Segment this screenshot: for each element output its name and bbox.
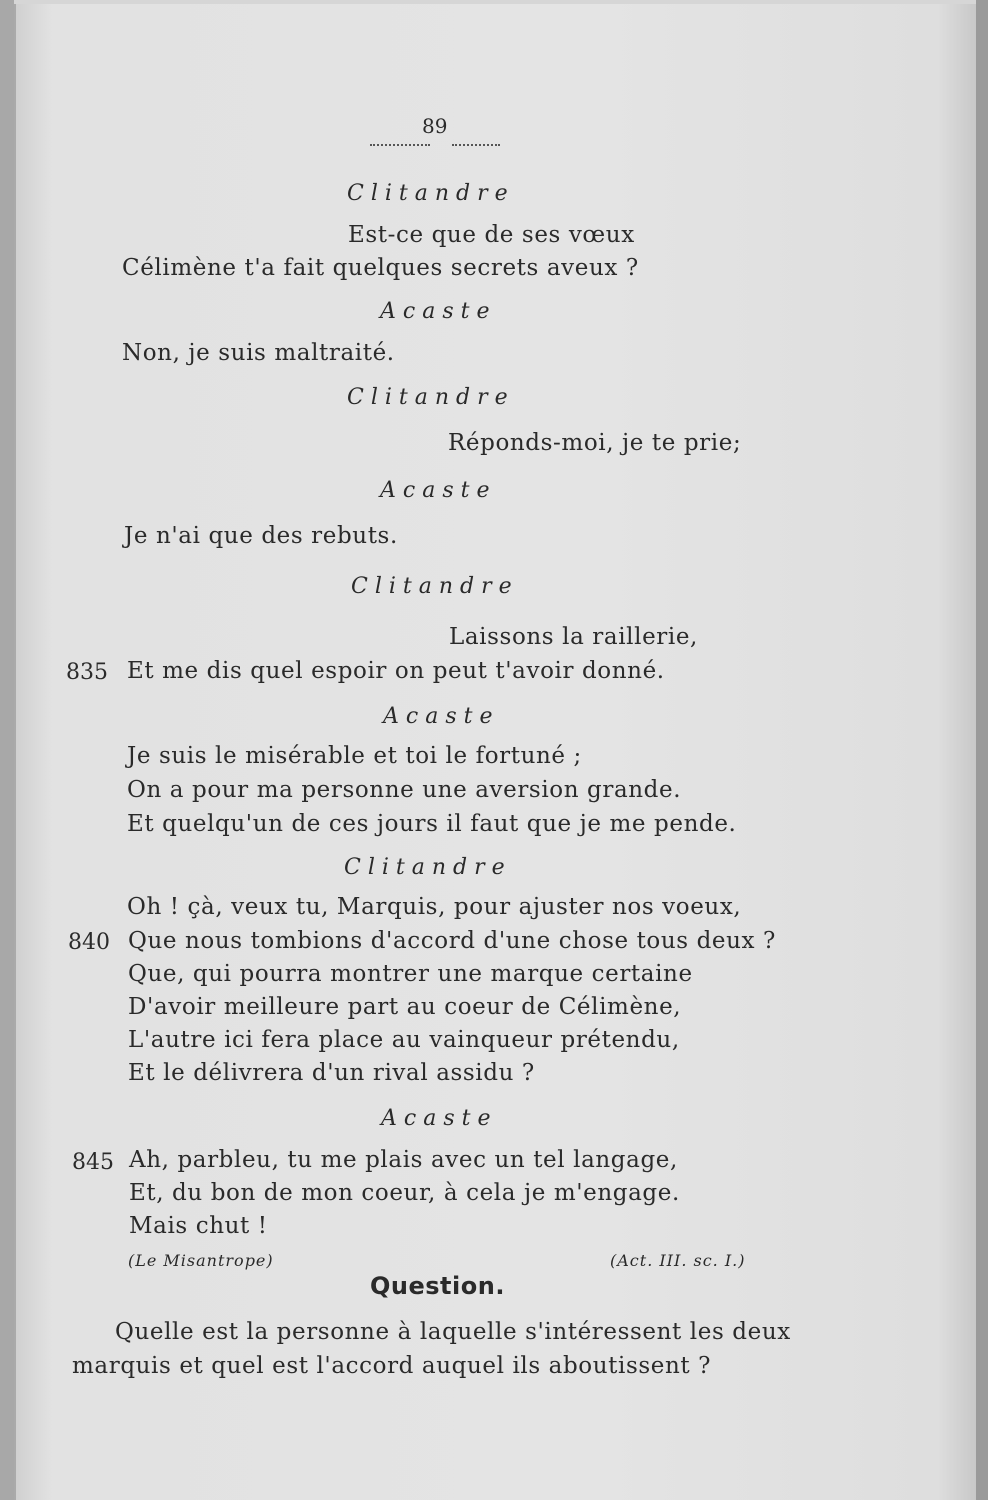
page-number-rule-right: [452, 144, 500, 146]
speaker-name: Acaste: [380, 299, 497, 324]
page-number: 89: [422, 114, 448, 138]
speaker-name: Clitandre: [347, 181, 515, 206]
question-text-line: marquis et quel est l'accord auquel ils aboutissent ?: [72, 1353, 712, 1379]
verse-line: Est-ce que de ses vœux: [348, 222, 635, 248]
line-number: 835: [66, 660, 108, 685]
citation-work: (Le Misantrope): [128, 1251, 274, 1270]
verse-line: Ah, parbleu, tu me plais avec un tel langage,: [129, 1147, 678, 1173]
verse-line: Célimène t'a fait quelques secrets aveux ?: [122, 255, 639, 281]
speaker-name: Acaste: [383, 704, 500, 729]
verse-line: Je n'ai que des rebuts.: [124, 523, 398, 549]
verse-line: Laissons la raillerie,: [449, 624, 698, 650]
verse-line: Que, qui pourra montrer une marque certaine: [128, 961, 693, 987]
verse-line: Réponds-moi, je te prie;: [448, 430, 742, 456]
verse-line: D'avoir meilleure part au coeur de Célimène,: [128, 994, 682, 1020]
speaker-name: Clitandre: [347, 385, 515, 410]
speaker-name: Clitandre: [351, 574, 519, 599]
verse-line: Et quelqu'un de ces jours il faut que je me pende.: [127, 811, 737, 837]
line-number: 840: [68, 930, 110, 955]
question-text-line: Quelle est la personne à laquelle s'intéressent les deux: [115, 1319, 791, 1345]
verse-line: Que nous tombions d'accord d'une chose tous deux ?: [128, 928, 776, 954]
page-edge: [976, 0, 988, 1500]
verse-line: On a pour ma personne une aversion grande.: [127, 777, 682, 803]
verse-line: Et le délivrera d'un rival assidu ?: [128, 1060, 535, 1086]
citation-act: (Act. III. sc. I.): [610, 1251, 746, 1270]
page-number-rule-left: [370, 144, 430, 146]
verse-line: Mais chut !: [129, 1213, 268, 1239]
verse-line: Je suis le misérable et toi le fortuné ;: [127, 743, 582, 769]
verse-line: Non, je suis maltraité.: [122, 340, 395, 366]
speaker-name: Clitandre: [344, 855, 512, 880]
verse-line: Et me dis quel espoir on peut t'avoir donné.: [127, 658, 665, 684]
book-gutter: [0, 0, 14, 1500]
verse-line: Oh ! çà, veux tu, Marquis, pour ajuster nos voeux,: [127, 894, 742, 920]
verse-line: L'autre ici fera place au vainqueur prétendu,: [128, 1027, 680, 1053]
question-heading: Question.: [370, 1272, 505, 1300]
verse-line: Et, du bon de mon coeur, à cela je m'engage.: [129, 1180, 680, 1206]
speaker-name: Acaste: [381, 1106, 498, 1131]
speaker-name: Acaste: [380, 478, 497, 503]
line-number: 845: [72, 1150, 114, 1175]
